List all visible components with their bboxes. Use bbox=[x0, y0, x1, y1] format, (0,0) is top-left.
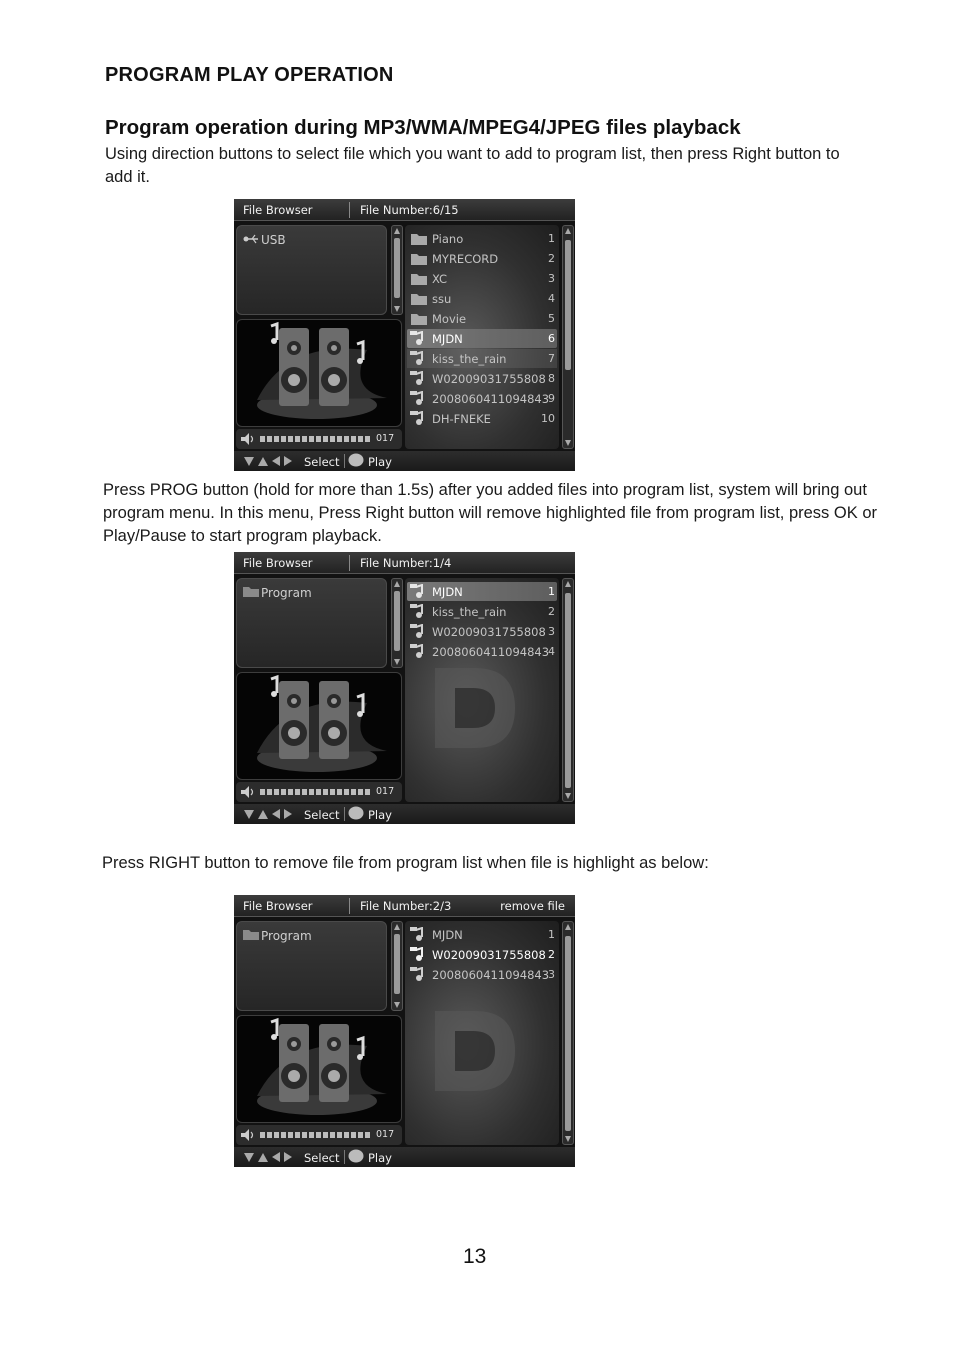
select-label: Select bbox=[304, 808, 340, 822]
file-number: File Number:1/4 bbox=[360, 556, 452, 570]
mp3-icon bbox=[410, 967, 428, 982]
scroll-thumb[interactable] bbox=[565, 240, 571, 370]
mp3-icon bbox=[410, 604, 428, 619]
file-index: 4 bbox=[548, 292, 555, 305]
bottom-separator bbox=[344, 454, 345, 468]
list-item-selected[interactable] bbox=[407, 582, 557, 601]
scroll-thumb[interactable] bbox=[394, 591, 400, 651]
file-index: 3 bbox=[548, 625, 555, 638]
scroll-down-icon bbox=[394, 306, 400, 312]
file-name: MJDN bbox=[432, 928, 463, 942]
scroll-down-icon bbox=[394, 1002, 400, 1008]
remove-file-hint: remove file bbox=[500, 899, 565, 913]
file-name: Movie bbox=[432, 312, 467, 326]
file-index: 2 bbox=[548, 252, 555, 265]
volume-icon bbox=[241, 433, 257, 445]
direction-keys-icon bbox=[242, 454, 300, 468]
list-item[interactable] bbox=[407, 309, 557, 328]
file-index: 1 bbox=[548, 585, 555, 598]
volume-level bbox=[260, 1132, 372, 1138]
file-index: 10 bbox=[541, 412, 555, 425]
left-scrollbar[interactable] bbox=[391, 225, 403, 315]
speaker-preview bbox=[236, 1015, 402, 1123]
file-index: 9 bbox=[548, 392, 555, 405]
file-name: 2008060411094843 bbox=[432, 968, 550, 982]
scroll-up-icon bbox=[394, 228, 400, 234]
ok-button-icon bbox=[348, 453, 364, 467]
title-separator bbox=[349, 555, 350, 571]
mp3-icon bbox=[410, 927, 428, 942]
list-item[interactable] bbox=[407, 642, 557, 661]
folder-icon bbox=[242, 929, 260, 941]
section-heading: Program operation during MP3/WMA/MPEG4/JPEG files playback bbox=[105, 116, 741, 139]
page-heading: PROGRAM PLAY OPERATION bbox=[105, 64, 394, 86]
play-label: Play bbox=[368, 455, 392, 469]
folder-icon bbox=[410, 271, 428, 286]
bottom-bar bbox=[234, 1147, 575, 1167]
file-index: 6 bbox=[548, 332, 555, 345]
file-index: 3 bbox=[548, 968, 555, 981]
screenshot-program-list bbox=[234, 552, 575, 824]
volume-bar[interactable] bbox=[236, 782, 402, 802]
screenshot-remove-file bbox=[234, 895, 575, 1167]
speaker-preview bbox=[236, 319, 402, 427]
file-name: MYRECORD bbox=[432, 252, 499, 266]
instruction-paragraph-1: Using direction buttons to select file which you want to add to program list, then press Right button to add it. bbox=[105, 145, 840, 186]
file-name: W02009031755808 bbox=[432, 625, 546, 639]
right-scrollbar[interactable] bbox=[562, 225, 574, 449]
source-label: Program bbox=[261, 586, 312, 600]
file-index: 5 bbox=[548, 312, 555, 325]
top-bar bbox=[234, 199, 575, 221]
folder-icon bbox=[242, 586, 260, 598]
file-index: 2 bbox=[548, 605, 555, 618]
file-name: ssu bbox=[432, 292, 452, 306]
usb-icon bbox=[242, 233, 260, 245]
mp3-icon bbox=[410, 947, 428, 962]
file-list bbox=[405, 578, 559, 802]
file-name: MJDN bbox=[432, 332, 463, 346]
list-item[interactable] bbox=[407, 289, 557, 308]
list-item[interactable] bbox=[407, 925, 557, 944]
list-item[interactable] bbox=[407, 229, 557, 248]
list-item-selected[interactable] bbox=[407, 329, 557, 348]
bottom-bar bbox=[234, 451, 575, 471]
mp3-icon bbox=[410, 644, 428, 659]
file-index: 3 bbox=[548, 272, 555, 285]
list-item-highlighted[interactable] bbox=[407, 945, 557, 964]
bottom-bar bbox=[234, 804, 575, 824]
page-number: 13 bbox=[463, 1245, 487, 1268]
top-bar bbox=[234, 895, 575, 917]
file-index: 1 bbox=[548, 928, 555, 941]
speaker-icon bbox=[237, 320, 402, 427]
mp3-icon bbox=[410, 391, 428, 406]
file-name: XC bbox=[432, 272, 448, 286]
speaker-icon bbox=[237, 673, 402, 780]
source-label: USB bbox=[261, 233, 286, 247]
play-label: Play bbox=[368, 808, 392, 822]
file-name: Piano bbox=[432, 232, 464, 246]
scroll-up-icon bbox=[565, 924, 571, 930]
file-name: kiss_the_rain bbox=[432, 352, 507, 366]
file-name: 2008060411094843 bbox=[432, 645, 550, 659]
folder-icon bbox=[410, 251, 428, 266]
select-label: Select bbox=[304, 1151, 340, 1165]
instruction-paragraph-3: Press RIGHT button to remove file from program list when file is highlight as below: bbox=[102, 854, 709, 872]
file-name: DH-FNEKE bbox=[432, 412, 491, 426]
ok-button-icon bbox=[348, 806, 364, 820]
list-item[interactable] bbox=[407, 369, 557, 388]
mp3-icon bbox=[410, 331, 428, 346]
volume-value: 017 bbox=[376, 433, 395, 444]
scroll-up-icon bbox=[565, 581, 571, 587]
file-list bbox=[405, 921, 559, 1145]
list-item[interactable] bbox=[407, 409, 557, 428]
source-panel[interactable] bbox=[236, 578, 387, 668]
folder-icon bbox=[410, 311, 428, 326]
window-title: File Browser bbox=[243, 899, 313, 913]
file-index: 8 bbox=[548, 372, 555, 385]
source-panel[interactable] bbox=[236, 921, 387, 1011]
file-index: 2 bbox=[548, 948, 555, 961]
scroll-down-icon bbox=[565, 793, 571, 799]
scroll-down-icon bbox=[565, 1136, 571, 1142]
scroll-thumb[interactable] bbox=[565, 936, 571, 1131]
bottom-separator bbox=[344, 807, 345, 821]
window-title: File Browser bbox=[243, 203, 313, 217]
window-title: File Browser bbox=[243, 556, 313, 570]
speaker-icon bbox=[237, 1016, 402, 1123]
dvd-logo-icon bbox=[425, 658, 535, 768]
left-scrollbar[interactable] bbox=[391, 578, 403, 668]
file-name: 2008060411094843 bbox=[432, 392, 550, 406]
scroll-up-icon bbox=[394, 581, 400, 587]
folder-icon bbox=[410, 291, 428, 306]
file-name: W02009031755808 bbox=[432, 948, 546, 962]
file-name: kiss_the_rain bbox=[432, 605, 507, 619]
file-list bbox=[405, 225, 559, 449]
list-item[interactable] bbox=[407, 389, 557, 408]
play-label: Play bbox=[368, 1151, 392, 1165]
mp3-icon bbox=[410, 351, 428, 366]
volume-bar[interactable] bbox=[236, 429, 402, 449]
scroll-thumb[interactable] bbox=[565, 593, 571, 788]
scroll-up-icon bbox=[565, 228, 571, 234]
volume-icon bbox=[241, 1129, 257, 1141]
scroll-up-icon bbox=[394, 924, 400, 930]
list-item[interactable] bbox=[407, 622, 557, 641]
dvd-logo-icon bbox=[425, 1001, 535, 1111]
title-separator bbox=[349, 898, 350, 914]
file-index: 1 bbox=[548, 232, 555, 245]
title-separator bbox=[349, 202, 350, 218]
bottom-separator bbox=[344, 1150, 345, 1164]
file-number: File Number:6/15 bbox=[360, 203, 459, 217]
file-name: W02009031755808 bbox=[432, 372, 546, 386]
instruction-paragraph-2: Press PROG button (hold for more than 1.5s) after you added files into program list, system will bring out program menu. In this menu, Press Right button will remove highlighted file from program list, press OK or Play/Pause to start program playback. bbox=[103, 481, 877, 545]
folder-icon bbox=[410, 231, 428, 246]
list-item[interactable] bbox=[407, 249, 557, 268]
wma-icon bbox=[410, 411, 428, 426]
source-label: Program bbox=[261, 929, 312, 943]
volume-level bbox=[260, 789, 372, 795]
file-index: 7 bbox=[548, 352, 555, 365]
file-name: MJDN bbox=[432, 585, 463, 599]
direction-keys-icon bbox=[242, 1150, 300, 1164]
right-scrollbar[interactable] bbox=[562, 578, 574, 802]
volume-bar[interactable] bbox=[236, 1125, 402, 1145]
screenshot-file-browser-usb bbox=[234, 199, 575, 471]
speaker-preview bbox=[236, 672, 402, 780]
list-item[interactable] bbox=[407, 349, 557, 368]
scroll-down-icon bbox=[394, 659, 400, 665]
file-number: File Number:2/3 bbox=[360, 899, 452, 913]
file-index: 4 bbox=[548, 645, 555, 658]
right-scrollbar[interactable] bbox=[562, 921, 574, 1145]
direction-keys-icon bbox=[242, 807, 300, 821]
scroll-down-icon bbox=[565, 440, 571, 446]
scroll-thumb[interactable] bbox=[394, 238, 400, 298]
scroll-thumb[interactable] bbox=[394, 934, 400, 994]
volume-value: 017 bbox=[376, 786, 395, 797]
list-item[interactable] bbox=[407, 269, 557, 288]
top-bar bbox=[234, 552, 575, 574]
list-item[interactable] bbox=[407, 965, 557, 984]
mp3-icon bbox=[410, 584, 428, 599]
volume-value: 017 bbox=[376, 1129, 395, 1140]
volume-icon bbox=[241, 786, 257, 798]
ok-button-icon bbox=[348, 1149, 364, 1163]
list-item[interactable] bbox=[407, 602, 557, 621]
left-scrollbar[interactable] bbox=[391, 921, 403, 1011]
source-panel[interactable] bbox=[236, 225, 387, 315]
select-label: Select bbox=[304, 455, 340, 469]
volume-level bbox=[260, 436, 372, 442]
mp3-icon bbox=[410, 371, 428, 386]
mp3-icon bbox=[410, 624, 428, 639]
